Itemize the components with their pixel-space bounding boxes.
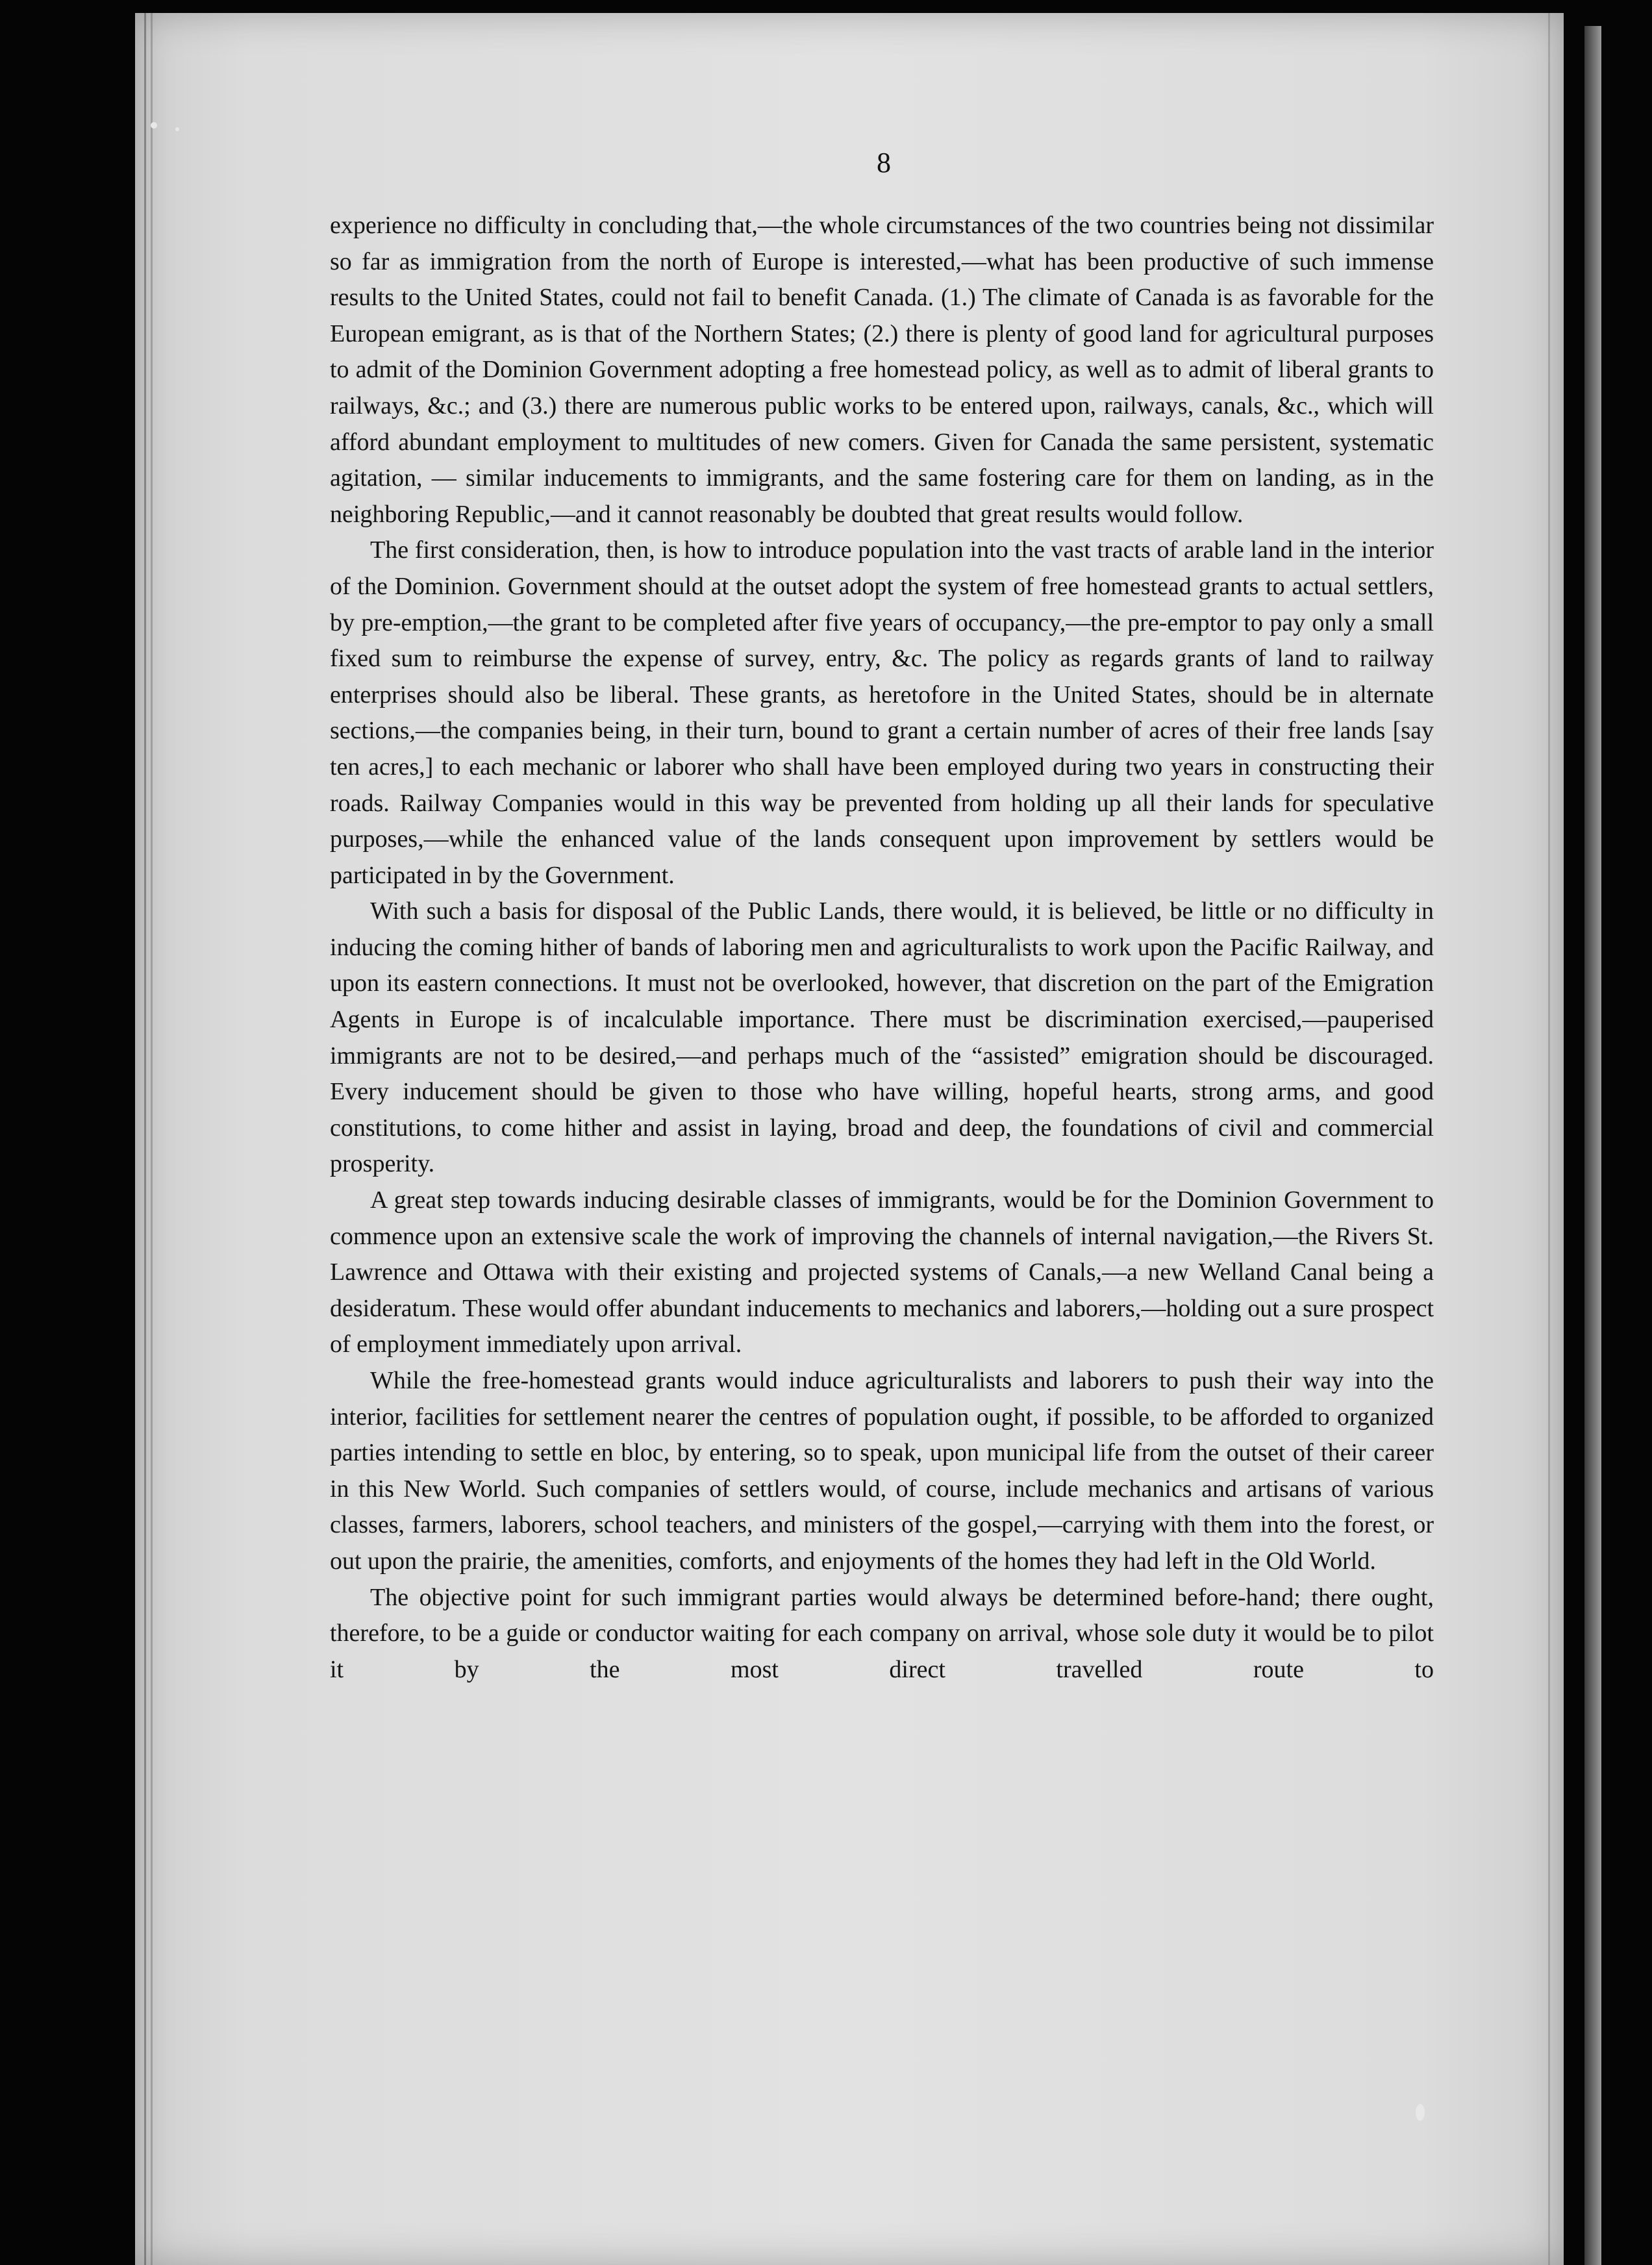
paragraph: While the free-homestead grants would induce agriculturalists and laborers to push their way into the interior, facilities for settlement nearer the centres of population ought, if possible, to be afforded to organized parties intending to settle en bloc, by entering, so to speak, upon municipal life from the outset of their career in this New World. Such companies of settlers would, of course, include mechanics and artisans of various classes, farmers, laborers, school teachers, and ministers of the gospel,—carrying with them into the forest, or out upon the prairie, the amenities, comforts, and enjoyments of the homes they had left in the Old World.	[330, 1367, 1434, 1575]
binding-line	[151, 13, 153, 2265]
page-number: 8	[877, 147, 891, 179]
scan-speck	[1416, 2104, 1425, 2121]
scan-speck	[175, 127, 179, 131]
paragraph: The first consideration, then, is how to introduce population into the vast tracts of arable land in the interior of the Dominion. Government should at the outset adopt the system of free homestead grants to actual settlers, by pre-emption,—the grant to be completed after five years of occupancy,—the pre-emptor to pay only a small fixed sum to reimburse the expense of survey, entry, &c. The policy as regards grants of land to railway enterprises should also be liberal. These grants, as heretofore in the United States, should be in alternate sections,—the companies being, in their turn, bound to grant a certain number of acres of their free lands [say ten acres,] to each mechanic or laborer who shall have been employed during two years in constructing their roads. Railway Companies would in this way be prevented from holding up all their lands for speculative purposes,—while the enhanced value of the lands consequent upon improvement by settlers would be participated in by the Government.	[330, 536, 1434, 889]
paragraph: experience no difficulty in concluding that,—the whole circumstances of the two countries being not dissimilar so far as immigration from the north of Europe is interested,—what has been productive of such immense results to the United States, could not fail to benefit Canada. (1.) The climate of Canada is as favorable for the European emigrant, as is that of the Northern States; (2.) there is plenty of good land for agricultural purposes to admit of the Dominion Government adopting a free homestead policy, as well as to admit of liberal grants to railways, &c.; and (3.) there are numerous public works to be entered upon, railways, canals, &c., which will afford abundant employment to multitudes of new comers. Given for Canada the same persistent, systematic agitation, — similar inducements to immigrants, and the same fostering care for them on landing, as in the neighboring Republic,—and it cannot reasonably be doubted that great results would follow.	[330, 212, 1434, 528]
body-text	[330, 208, 1434, 1688]
paragraph: With such a basis for disposal of the Public Lands, there would, it is believed, be little or no difficulty in inducing the coming hither of bands of laboring men and agriculturalists to work upon the Pacific Railway, and upon its eastern connections. It must not be overlooked, however, that discretion on the part of the Emigration Agents in Europe is of incalculable importance. There must be discrimination exercised,—pauperised immigrants are not to be desired,—and perhaps much of the “assisted” emigration should be discouraged. Every inducement should be given to those who have willing, hopeful hearts, strong arms, and good constitutions, to come hither and assist in laying, broad and deep, the foundations of civil and commercial prosperity.	[330, 897, 1434, 1178]
adjacent-page-edge	[1584, 26, 1601, 2265]
paragraph: A great step towards inducing desirable classes of immigrants, would be for the Dominion Government to commence upon an extensive scale the work of improving the channels of internal navigation,—the Rivers St. Lawrence and Ottawa with their existing and projected systems of Canals,—a new Welland Canal being a desideratum. These would offer abundant inducements to mechanics and laborers,—holding out a sure prospect of employment immediately upon arrival.	[330, 1186, 1434, 1358]
scan-speck	[151, 122, 157, 129]
binding-line	[144, 13, 146, 2265]
binding-line	[1548, 13, 1550, 2265]
paragraph: The objective point for such immigrant parties would always be determined before-hand; there ought, therefore, to be a guide or conductor waiting for each company on arrival, whose sole duty it would be to pilot it by the most direct travelled route to	[330, 1583, 1434, 1683]
